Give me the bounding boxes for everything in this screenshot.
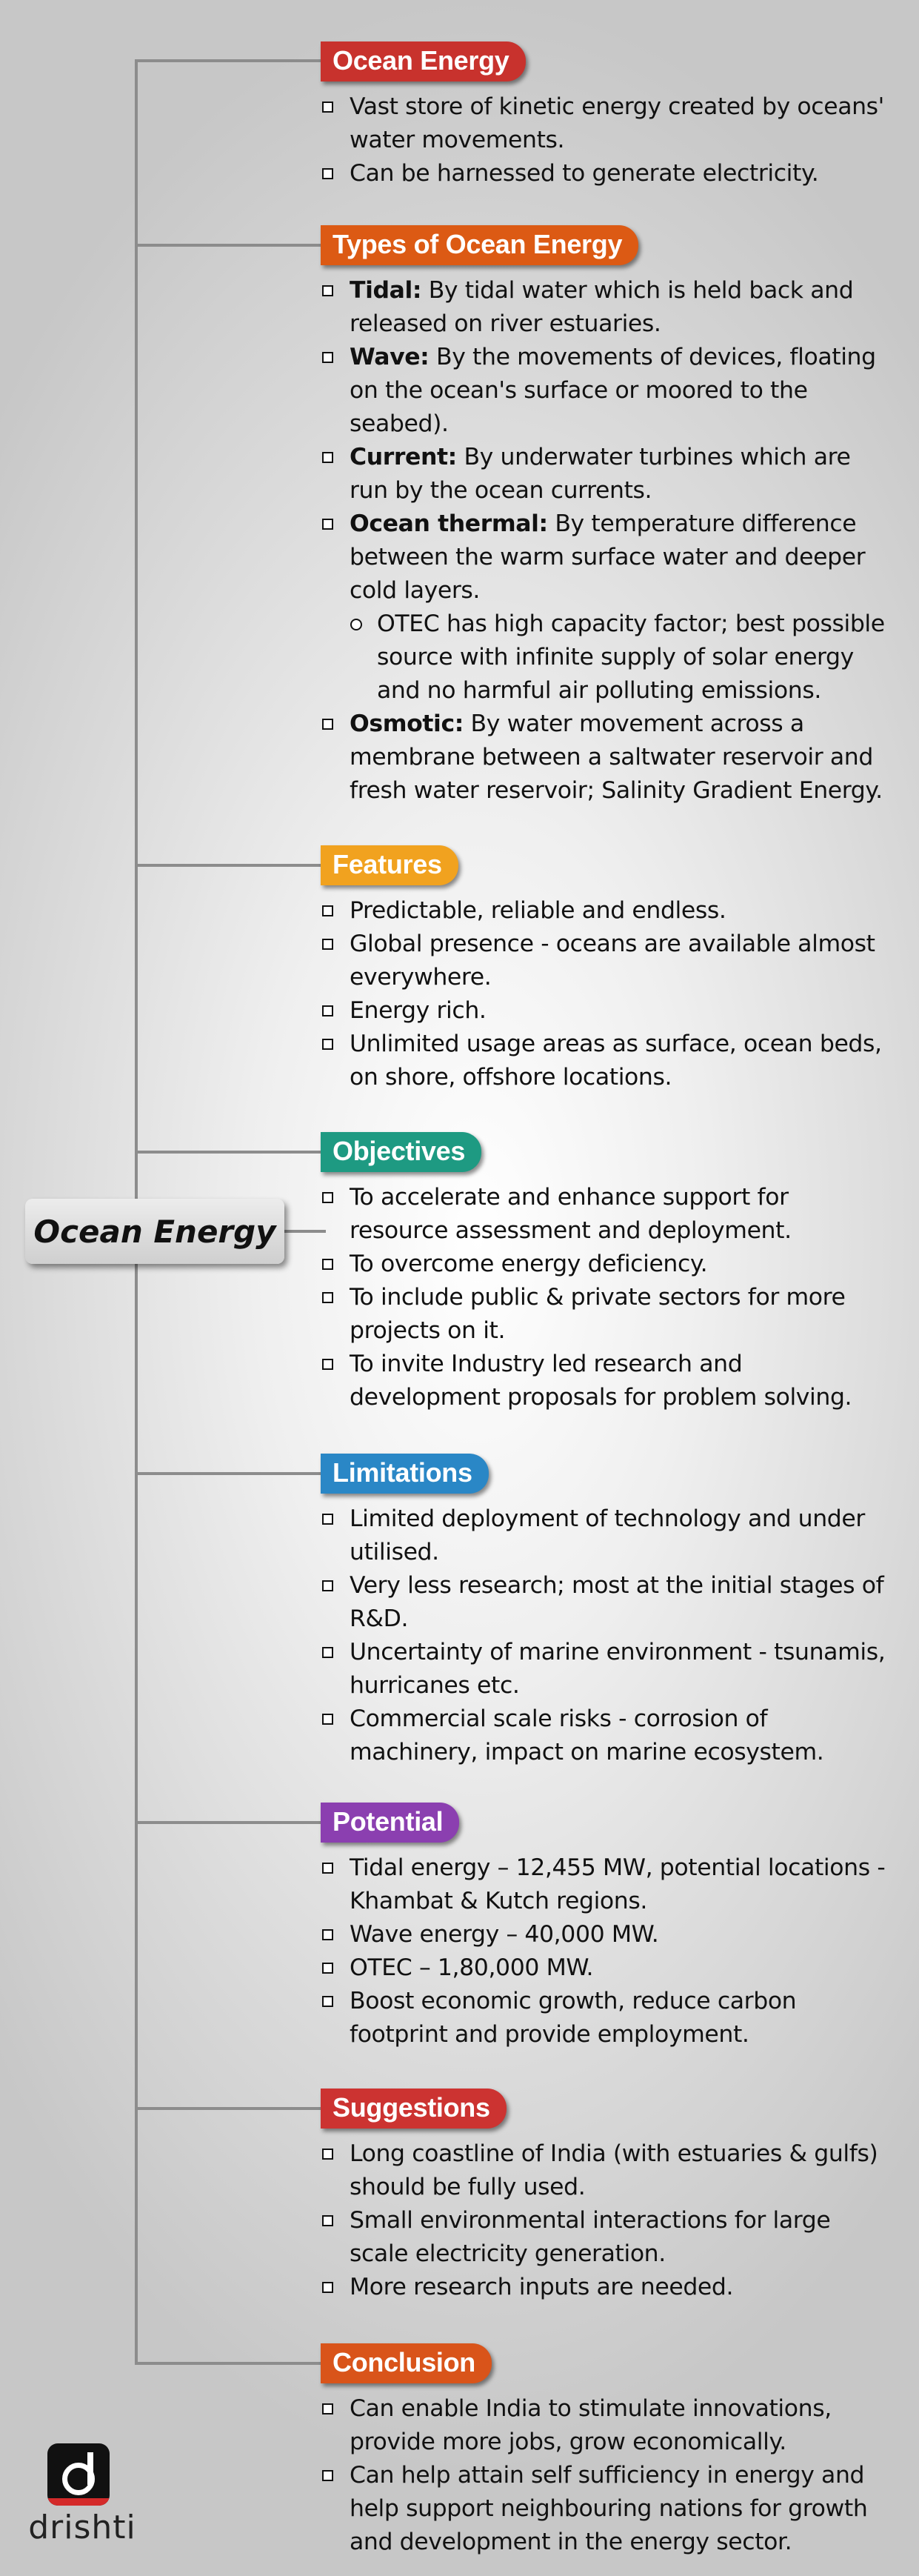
section-title: Objectives [321, 1132, 481, 1172]
list-item: To invite Industry led research and development proposals for problem solving. [321, 1348, 891, 1414]
section-ocean-energy [321, 41, 891, 190]
term-label: Ocean thermal: [350, 510, 548, 537]
list-item: Commercial scale risks - corrosion of machinery, impact on marine ecosystem. [321, 1703, 891, 1769]
branch-line-limitations [135, 1472, 327, 1475]
term-label: Tidal: [350, 277, 422, 304]
section-title: Limitations [321, 1454, 489, 1494]
list-item: Small environmental interactions for large scale electricity generation. [321, 2204, 891, 2271]
center-title-box [25, 1199, 284, 1264]
branch-line-conclusion [135, 2362, 327, 2365]
list-item: Can be harnessed to generate electricity. [321, 157, 891, 190]
drishti-logo [27, 2443, 138, 2555]
section-title: Features [321, 845, 458, 885]
section-title: Types of Ocean Energy [321, 225, 638, 265]
list-item: Vast store of kinetic energy created by oceans' water movements. [321, 90, 891, 157]
list-item: Uncertainty of marine environment - tsunamis, hurricanes etc. [321, 1636, 891, 1703]
list-item: Predictable, reliable and endless. [321, 894, 891, 928]
list-item: Tidal energy – 12,455 MW, potential locations - Khambat & Kutch regions. [321, 1851, 891, 1918]
term-description: By the movements of devices, floating on the ocean's surface or moored to the seabed). [350, 344, 876, 437]
branch-line-potential [135, 1821, 327, 1824]
list-item: To include public & private sectors for more projects on it. [321, 1281, 891, 1348]
section-title: Suggestions [321, 2089, 507, 2129]
list-item [321, 441, 891, 507]
list-item: Boost economic growth, reduce carbon footprint and provide employment. [321, 1985, 891, 2051]
list-item: Energy rich. [321, 994, 891, 1028]
term-description: By underwater turbines which are run by the ocean currents. [350, 444, 851, 504]
section-types-of-ocean-energy [321, 225, 891, 808]
branch-line-objectives [135, 1151, 327, 1154]
term-label: Current: [350, 444, 457, 470]
term-label: Wave: [350, 344, 430, 370]
list-item: Limited deployment of technology and under utilised. [321, 1502, 891, 1569]
list-item: Wave energy – 40,000 MW. [321, 1918, 891, 1951]
section-limitations [321, 1454, 891, 1769]
list-item: Can help attain self sufficiency in energy and help support neighbouring nations for growth and development in the energy sector. [321, 2459, 891, 2559]
term-label: Osmotic: [350, 710, 464, 737]
list-item: Long coastline of India (with estuaries & gulfs) should be fully used. [321, 2137, 891, 2204]
list-item [321, 341, 891, 441]
section-potential [321, 1803, 891, 2051]
list-item: More research inputs are needed. [321, 2271, 891, 2304]
term-description: By water movement across a membrane between a saltwater reservoir and fresh water reservoir; Salinity Gradient Energy. [350, 710, 883, 804]
branch-line-ocean-energy [135, 59, 327, 62]
section-title: Potential [321, 1803, 459, 1843]
list-item: Very less research; most at the initial stages of R&D. [321, 1569, 891, 1636]
list-item: To overcome energy deficiency. [321, 1248, 891, 1281]
term-description: By tidal water which is held back and released on river estuaries. [350, 277, 854, 337]
list-item: To accelerate and enhance support for resource assessment and deployment. [321, 1181, 891, 1248]
logo-text: drishti [28, 2509, 136, 2546]
section-features [321, 845, 891, 1094]
section-suggestions [321, 2089, 891, 2304]
branch-line-types [135, 244, 327, 247]
branch-line-features [135, 864, 327, 867]
list-item [321, 274, 891, 341]
center-title: Ocean Energy [33, 1213, 276, 1250]
list-item: OTEC – 1,80,000 MW. [321, 1951, 891, 1985]
term-description: By temperature difference between the warm surface water and deeper cold layers. [350, 510, 866, 604]
section-conclusion [321, 2343, 891, 2559]
section-title: Conclusion [321, 2343, 492, 2383]
list-item: Unlimited usage areas as surface, ocean beds, on shore, offshore locations. [321, 1028, 891, 1094]
list-item [321, 708, 891, 808]
section-objectives [321, 1132, 891, 1414]
drishti-logo-icon [47, 2443, 110, 2506]
list-item: Global presence - oceans are available almost everywhere. [321, 928, 891, 994]
sub-list-item: OTEC has high capacity factor; best possible source with infinite supply of solar energy and no harmful air polluting emissions. [321, 608, 891, 708]
branch-line-suggestions [135, 2107, 327, 2110]
list-item [321, 507, 891, 608]
list-item: Can enable India to stimulate innovations, provide more jobs, grow economically. [321, 2392, 891, 2459]
section-title: Ocean Energy [321, 41, 526, 81]
